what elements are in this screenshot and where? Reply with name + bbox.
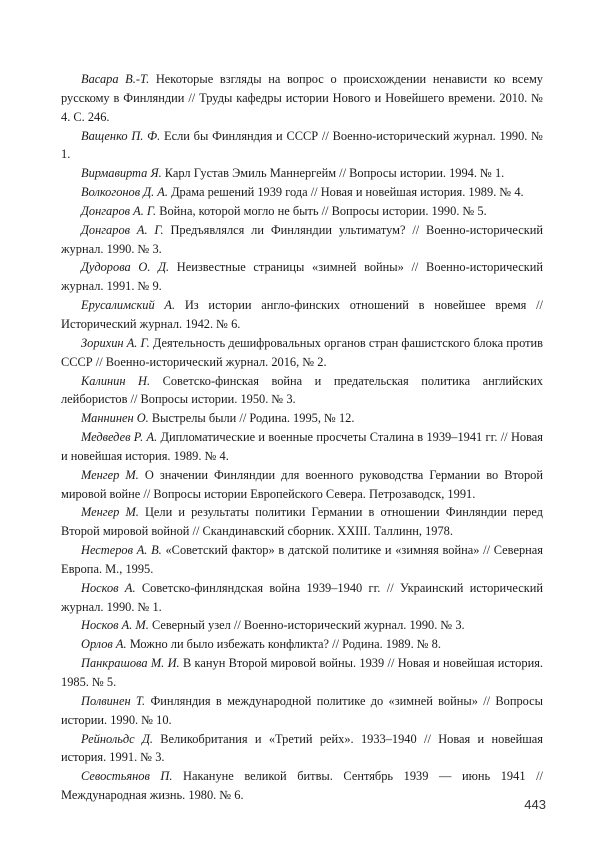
- entry-text: Деятельность дешифровальных органов стран фашистского блока против СССР // Военно-исторический журнал. 2016, № 2.: [61, 335, 543, 369]
- entry-text: Советско-финская война и предательская политика английских лейбористов // Вопросы истории. 1950. № 3.: [61, 373, 543, 407]
- entry-author: Панкрашова М. И.: [81, 656, 180, 671]
- bibliography-entry: [61, 616, 543, 635]
- bibliography-entry: [61, 127, 543, 165]
- entry-author: Донгаров А. Г.: [81, 222, 164, 237]
- bibliography-entry: [61, 202, 543, 221]
- entry-text: Дипломатические и военные просчеты Сталина в 1939–1941 гг. // Новая и новейшая история. 1989. № 4.: [61, 430, 543, 463]
- entry-author: Носков А.: [81, 580, 136, 595]
- entry-author: Зорихин А. Г.: [81, 335, 150, 350]
- entry-author: Вирмавирта Я.: [81, 166, 162, 181]
- bibliography-entry: [61, 70, 543, 127]
- entry-author: Калинин Н.: [81, 373, 151, 388]
- entry-text: Некоторые взгляды на вопрос о происхождении ненависти ко всему русскому в Финляндии // Труды кафедры истории Нового и Новейшего времени. 2010. № 4. С. 246.: [61, 72, 543, 124]
- bibliography-entry: [61, 334, 543, 372]
- entry-text: Предъявлялся ли Финляндии ультиматум? // Военно-исторический журнал. 1990. № 3.: [61, 222, 543, 256]
- entry-author: Васара В.-Т.: [81, 72, 150, 86]
- entry-author: Севостьянов П.: [81, 769, 173, 784]
- bibliography-entry: [61, 221, 543, 259]
- entry-author: Ващенко П. Ф.: [81, 128, 161, 143]
- entry-text: Из истории англо-финских отношений в новейшее время // Исторический журнал. 1942. № 6.: [61, 298, 543, 331]
- entry-text: «Советский фактор» в датской политике и «зимняя война» // Северная Европа. М., 1995.: [61, 543, 543, 576]
- entry-author: Маннинен О.: [81, 411, 149, 426]
- entry-text: Выстрелы были // Родина. 1995, № 12.: [151, 411, 355, 426]
- bibliography-entry: [61, 635, 543, 654]
- bibliography-entry: [61, 428, 543, 466]
- entry-author: Менгер М.: [81, 505, 139, 520]
- bibliography-entry: [61, 730, 543, 768]
- entry-text: Война, которой могло не быть // Вопросы истории. 1990. № 5.: [159, 203, 487, 218]
- bibliography-entry: [61, 692, 543, 730]
- entry-text: Советско-финляндская война 1939–1940 гг. // Украинский исторический журнал. 1990. № 1.: [61, 580, 543, 614]
- entry-text: Можно ли было избежать конфликта? // Родина. 1989. № 8.: [129, 637, 441, 652]
- entry-text: Цели и результаты политики Германии в отношении Финляндии перед Второй мировой войной // Скандинавский сборник. XXIII. Таллинн, 1978.: [61, 505, 543, 539]
- bibliography-entry: [61, 164, 543, 183]
- bibliography-entry: [61, 541, 543, 579]
- bibliography-entry: [61, 466, 543, 504]
- entry-author: Волкогонов Д. А.: [81, 185, 168, 200]
- entry-author: Дудорова О. Д.: [81, 260, 170, 275]
- bibliography-entry: [61, 296, 543, 334]
- entry-text: О значении Финляндии для военного руководства Германии во Второй мировой войне // Вопросы истории Европейского Севера. Петрозаводск, 1991.: [61, 467, 543, 501]
- entry-text: Финляндия в международной политике до «зимней войны» // Вопросы истории. 1990. № 10.: [61, 693, 543, 727]
- entry-author: Орлов А.: [81, 637, 127, 652]
- entry-text: Драма решений 1939 года // Новая и новейшая история. 1989. № 4.: [171, 185, 524, 200]
- entry-text: Неизвестные страницы «зимней войны» // Военно-исторический журнал. 1991. № 9.: [61, 260, 543, 294]
- entry-author: Полвинен Т.: [81, 693, 146, 708]
- bibliography-list: [61, 70, 543, 805]
- entry-author: Менгер М.: [81, 467, 139, 482]
- bibliography-entry: [61, 258, 543, 296]
- bibliography-entry: [61, 183, 543, 202]
- entry-author: Ерусалимский А.: [81, 298, 176, 313]
- bibliography-entry: [61, 579, 543, 617]
- bibliography-entry: [61, 409, 543, 428]
- page-number: 443: [524, 797, 546, 812]
- entry-author: Донгаров А. Г.: [81, 203, 157, 218]
- bibliography-entry: [61, 767, 543, 805]
- bibliography-entry: [61, 654, 543, 692]
- entry-text: Накануне великой битвы. Сентябрь 1939 — июнь 1941 // Международная жизнь. 1980. № 6.: [61, 769, 543, 803]
- entry-text: В канун Второй мировой войны. 1939 // Новая и новейшая история. 1985. № 5.: [61, 656, 543, 689]
- entry-author: Носков А. М.: [81, 618, 149, 633]
- bibliography-entry: [61, 503, 543, 541]
- entry-text: Если бы Финляндия и СССР // Военно-исторический журнал. 1990. № 1.: [61, 128, 543, 162]
- entry-author: Медведев Р. А.: [81, 430, 158, 445]
- entry-text: Карл Густав Эмиль Маннергейм // Вопросы истории. 1994. № 1.: [164, 166, 505, 181]
- bibliography-entry: [61, 372, 543, 410]
- entry-author: Рейнольдс Д.: [81, 731, 153, 746]
- entry-author: Нестеров А. В.: [81, 543, 162, 558]
- entry-text: Великобритания и «Третий рейх». 1933–1940 // Новая и новейшая история. 1991. № 3.: [61, 731, 543, 765]
- entry-text: Северный узел // Военно-исторический журнал. 1990. № 3.: [151, 618, 465, 633]
